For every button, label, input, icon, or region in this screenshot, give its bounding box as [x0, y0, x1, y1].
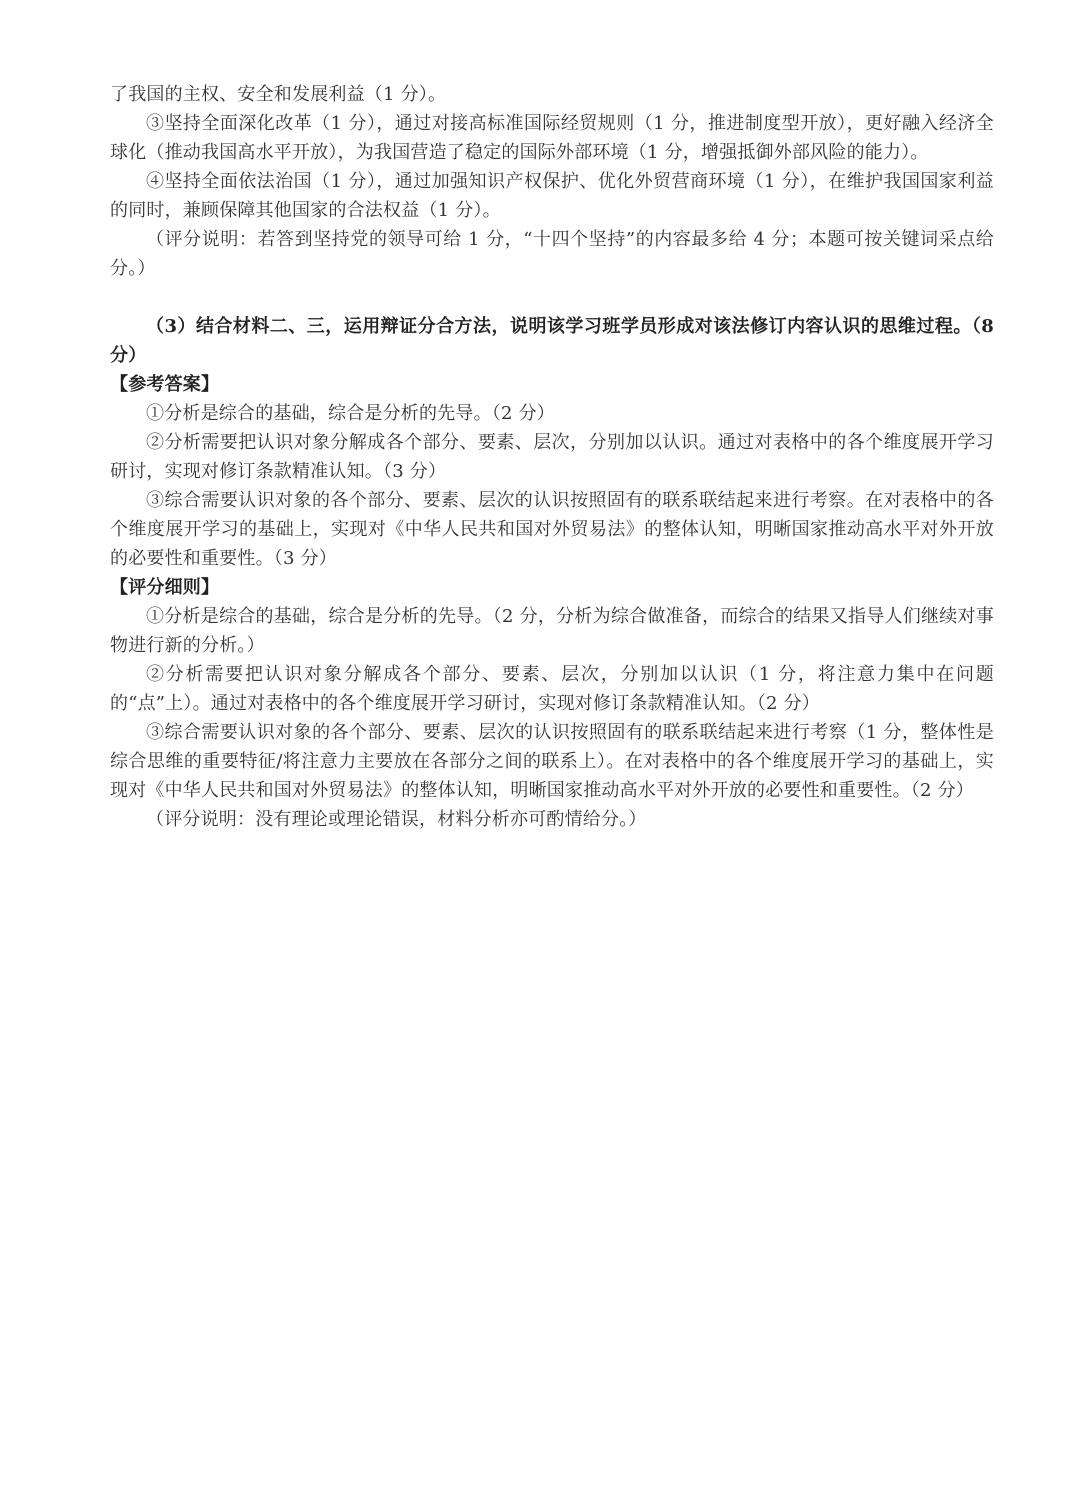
- reference-answer-item-2: ②分析需要把认识对象分解成各个部分、要素、层次，分别加以认识。通过对表格中的各个维度展开学习研讨，实现对修订条款精准认知。（3 分）: [110, 432, 994, 482]
- answer-point-4: ④坚持全面依法治国（1 分），通过加强知识产权保护、优化外贸营商环境（1 分），在维护我国国家利益的同时，兼顾保障其他国家的合法权益（1 分）。: [110, 171, 994, 221]
- reference-answer-heading: 【参考答案】: [110, 374, 220, 395]
- scoring-note-question-3: （评分说明：没有理论或理论错误，材料分析亦可酌情给分。）: [146, 809, 647, 830]
- scoring-rule-item-3: ③综合需要认识对象的各个部分、要素、层次的认识按照固有的联系联结起来进行考察（1 分，整体性是综合思维的重要特征/将注意力主要放在各部分之间的联系上）。在对表格中的各个维度展开学习的基础上，实现对《中华人民共和国对外贸易法》的整体认知，明晰国家推动高水平对外开放的必要性和重要性。（2 分）: [110, 722, 994, 801]
- scoring-rules-heading: 【评分细则】: [110, 577, 220, 598]
- continued-line: 了我国的主权、安全和发展利益（1 分）。: [110, 84, 447, 105]
- scoring-rule-item-2: ②分析需要把认识对象分解成各个部分、要素、层次，分别加以认识（1 分，将注意力集中在问题的“点”上）。通过对表格中的各个维度展开学习研讨，实现对修订条款精准认知。（2 分）: [110, 664, 994, 714]
- answer-point-3: ③坚持全面深化改革（1 分），通过对接高标准国际经贸规则（1 分，推进制度型开放），更好融入经济全球化（推动我国高水平开放），为我国营造了稳定的国际外部环境（1 分，增强抵御外部风险的能力）。: [110, 113, 994, 163]
- answer-content: [110, 80, 994, 834]
- reference-answer-item-3: ③综合需要认识对象的各个部分、要素、层次的认识按照固有的联系联结起来进行考察。在对表格中的各个维度展开学习的基础上，实现对《中华人民共和国对外贸易法》的整体认知，明晰国家推动高水平对外开放的必要性和重要性。（3 分）: [110, 490, 994, 569]
- question-3-prompt: （3）结合材料二、三，运用辩证分合方法，说明该学习班学员形成对该法修订内容认识的思维过程。（8 分）: [110, 316, 994, 366]
- scoring-rule-item-1: ①分析是综合的基础，综合是分析的先导。（2 分，分析为综合做准备，而综合的结果又指导人们继续对事物进行新的分析。）: [110, 606, 994, 656]
- scoring-note-part2: （评分说明：若答到坚持党的领导可给 1 分，“十四个坚持”的内容最多给 4 分；本题可按关键词采点给分。）: [110, 229, 994, 279]
- reference-answer-item-1: ①分析是综合的基础，综合是分析的先导。（2 分）: [146, 403, 555, 424]
